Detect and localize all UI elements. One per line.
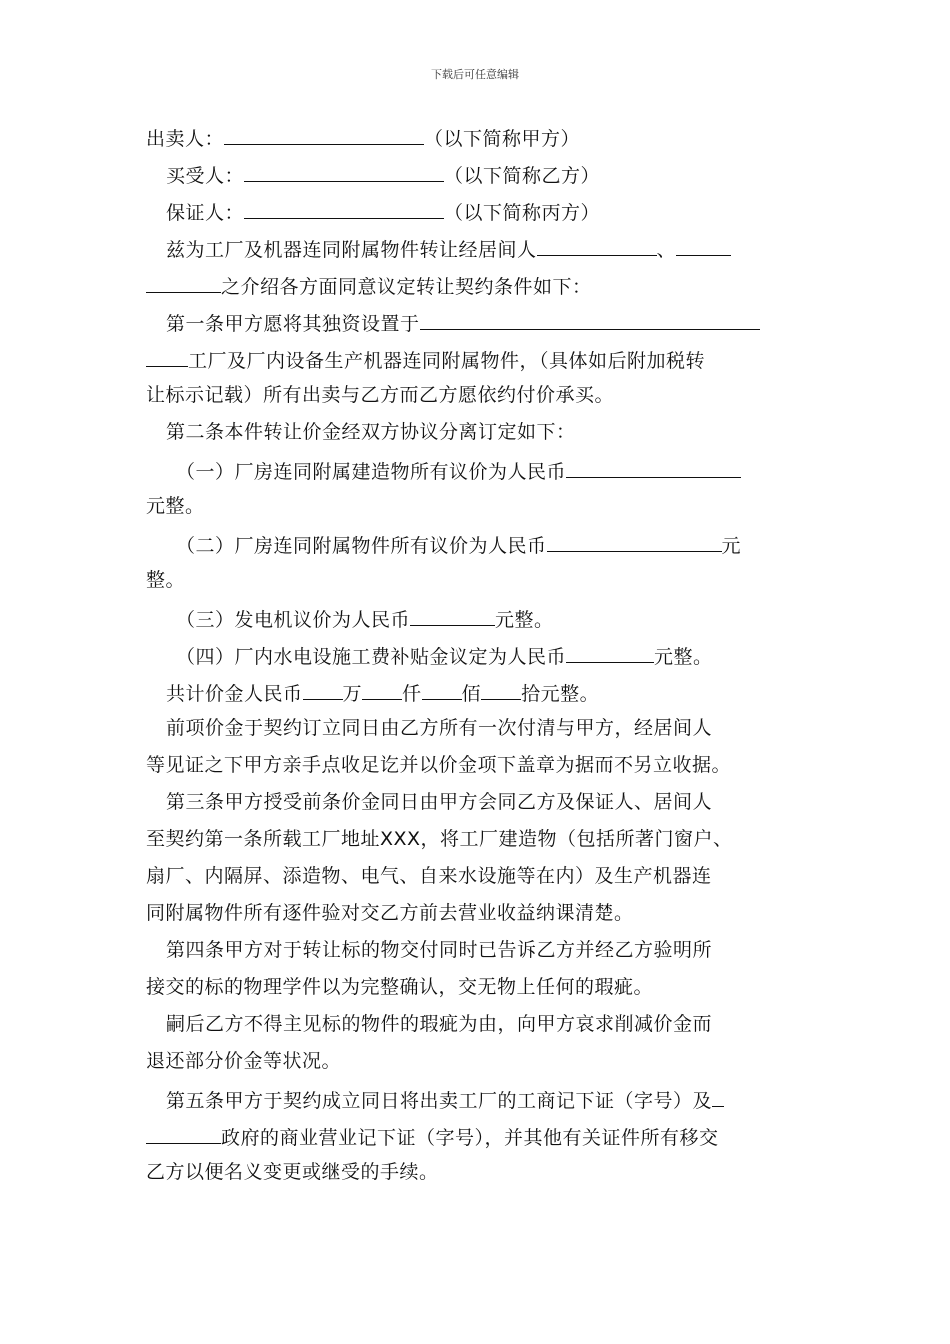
article-3-line: 第三条甲方授受前条价金同日由甲方会同乙方及保证人、居间人 [166, 791, 713, 813]
blank-line [362, 673, 402, 700]
paragraph-line: 退还部分价金等状况。 [146, 1050, 342, 1072]
paragraph-line [146, 266, 811, 303]
paragraph-line: 接交的标的物理学件以为完整确认，交无物上任何的瑕疵。 [146, 976, 654, 998]
paragraph-line: 整。 [146, 569, 186, 591]
text-run: （一）厂房连同附属建造物所有议价为人民币 [176, 461, 567, 483]
paragraph-line: 等见证之下甲方亲手点收足讫并以价金项下盖章为据而不另立收据。 [146, 754, 732, 776]
guarantor-note: （以下简称丙方） [444, 202, 601, 224]
blank-line [676, 229, 731, 256]
text-run: 元整。 [495, 609, 554, 631]
blank-line [244, 155, 444, 182]
paragraph-line [146, 1117, 811, 1154]
paragraph-line: 扇厂、内隔屏、添造物、电气、自来水设施等在内）及生产机器连 [146, 865, 712, 887]
blank-line [481, 673, 521, 700]
blank-line [537, 229, 657, 256]
blank-line [566, 636, 654, 663]
seller-line [146, 118, 811, 155]
total-price-line [146, 673, 811, 710]
blank-line [303, 673, 343, 700]
text-run: 第五条甲方于契约成立同日将出卖工厂的工商记下证（字号）及 [166, 1090, 713, 1112]
page-header-note: 下载后可任意编辑 [431, 68, 519, 81]
price-item-3 [146, 599, 811, 636]
article-1-line [146, 303, 811, 340]
text-run: 元 [721, 535, 742, 557]
blank-line [146, 340, 188, 367]
blank-line [146, 1117, 221, 1144]
article-5-line [146, 1080, 811, 1117]
text-run: （二）厂房连同附属物件所有议价为人民币 [176, 535, 547, 557]
text-run: 、 [656, 239, 677, 261]
blank-line [146, 266, 221, 293]
blank-line [566, 451, 741, 478]
text-run: 之介绍各方面同意议定转让契约条件如下： [221, 276, 592, 298]
paragraph-line: 至契约第一条所载工厂地址XXX，将工厂建造物（包括所著门窗户、 [146, 828, 733, 850]
text-run: 兹为工厂及机器连同附属物件转让经居间人 [166, 239, 537, 261]
paragraph-line: 乙方以便名义变更或继受的手续。 [146, 1161, 439, 1183]
paragraph-line: 元整。 [146, 495, 205, 517]
text-run: 仟 [402, 683, 422, 705]
blank-line [224, 118, 424, 145]
contract-body [146, 118, 811, 1191]
text-run: 政府的商业营业记下证（字号），并其他有关证件所有移交 [221, 1127, 719, 1149]
price-item-2 [146, 525, 811, 562]
text-run: 工厂及厂内设备生产机器连同附属物件，（具体如后附加税转 [188, 350, 706, 372]
blank-line [422, 673, 462, 700]
text-run: （三）发电机议价为人民币 [176, 609, 411, 631]
blank-line [547, 525, 722, 552]
blank-line [712, 1080, 724, 1107]
buyer-note: （以下简称乙方） [444, 165, 601, 187]
paragraph-line [146, 340, 811, 377]
paragraph-line: 同附属物件所有逐件验对交乙方前去营业收益纳课清楚。 [146, 902, 634, 924]
seller-note: （以下简称甲方） [424, 128, 581, 150]
seller-label: 出卖人： [146, 128, 225, 150]
guarantor-label: 保证人： [166, 202, 245, 224]
text-run: 共计价金人民币 [166, 683, 303, 705]
text-run: 第一条甲方愿将其独资设置于 [166, 313, 420, 335]
buyer-line [146, 155, 811, 192]
paragraph-line: 前项价金于契约订立同日由乙方所有一次付清与甲方，经居间人 [166, 717, 713, 739]
text-run: （四）厂内水电设施工费补贴金议定为人民币 [176, 646, 567, 668]
paragraph-line [146, 229, 811, 266]
text-run: 元整。 [654, 646, 713, 668]
text-run: 佰 [461, 683, 482, 705]
text-run: 拾元整。 [521, 683, 600, 705]
article-2-line: 第二条本件转让价金经双方协议分离订定如下： [166, 421, 576, 443]
blank-line [244, 192, 444, 219]
blank-line [410, 599, 495, 626]
guarantor-line [146, 192, 811, 229]
text-run: 万 [342, 683, 363, 705]
buyer-label: 买受人： [166, 165, 245, 187]
article-4-line: 第四条甲方对于转让标的物交付同时已告诉乙方并经乙方验明所 [166, 939, 713, 961]
price-item-1 [146, 451, 811, 488]
price-item-4 [146, 636, 811, 673]
paragraph-line: 嗣后乙方不得主见标的物件的瑕疵为由，向甲方哀求削减价金而 [166, 1013, 713, 1035]
paragraph-line: 让标示记载）所有出卖与乙方而乙方愿依约付价承买。 [146, 384, 615, 406]
blank-line [420, 303, 760, 330]
